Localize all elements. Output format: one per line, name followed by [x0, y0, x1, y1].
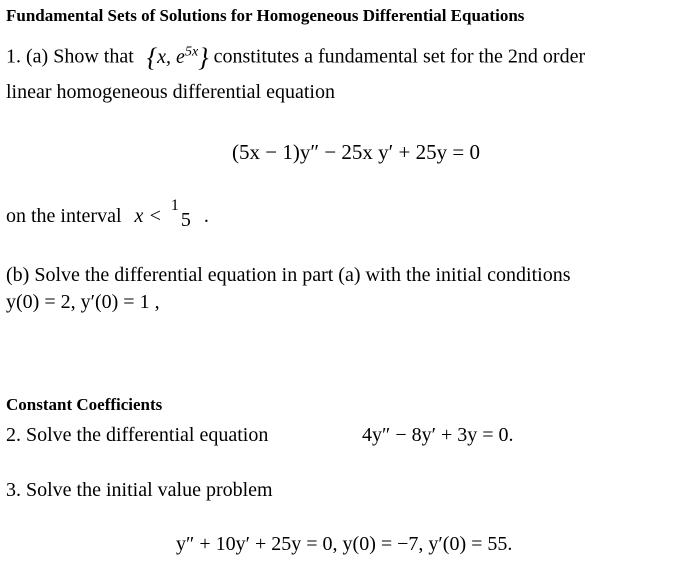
problem-1b-conditions: y(0) = 2, y′(0) = 1 ,	[6, 291, 160, 313]
section-title-constant-coefficients: Constant Coefficients	[6, 395, 163, 414]
set-open-brace: {	[146, 42, 158, 72]
problem-2-text: 2. Solve the differential equation	[6, 424, 269, 446]
problem-2-equation: 4y″ − 8y′ + 3y = 0.	[362, 424, 514, 446]
section-title-fundamental-sets: Fundamental Sets of Solutions for Homogeneous Differential Equations	[6, 6, 525, 25]
fraction-numerator: 1	[170, 197, 179, 214]
fraction-denominator: 5	[180, 209, 191, 231]
problem-3-text: 3. Solve the initial value problem	[6, 479, 273, 501]
problem-1a-line	[6, 40, 585, 70]
problem-1b: (b) Solve the differential equation in part (a) with the initial conditions	[6, 264, 571, 286]
problem-1a-line2: linear homogeneous differential equation	[6, 81, 335, 103]
set-body: x, e	[157, 45, 185, 68]
interval-line	[6, 197, 209, 231]
solution-set	[146, 42, 209, 72]
interval-fraction	[167, 197, 193, 231]
equation-1: (5x − 1)y″ − 25x y′ + 25y = 0	[232, 140, 480, 164]
problem-1a-suffix: constitutes a fundamental set for the 2nd order	[213, 45, 586, 68]
interval-prefix: on the interval	[6, 205, 122, 227]
interval-x: x <	[134, 205, 162, 227]
set-close-brace: }	[198, 42, 209, 72]
problem-1a-prefix: 1. (a) Show that	[6, 45, 134, 68]
problem-3-equation: y″ + 10y′ + 25y = 0, y(0) = −7, y′(0) = 55.	[176, 533, 513, 555]
interval-end: .	[203, 205, 209, 227]
set-exponent: 5x	[184, 44, 199, 59]
